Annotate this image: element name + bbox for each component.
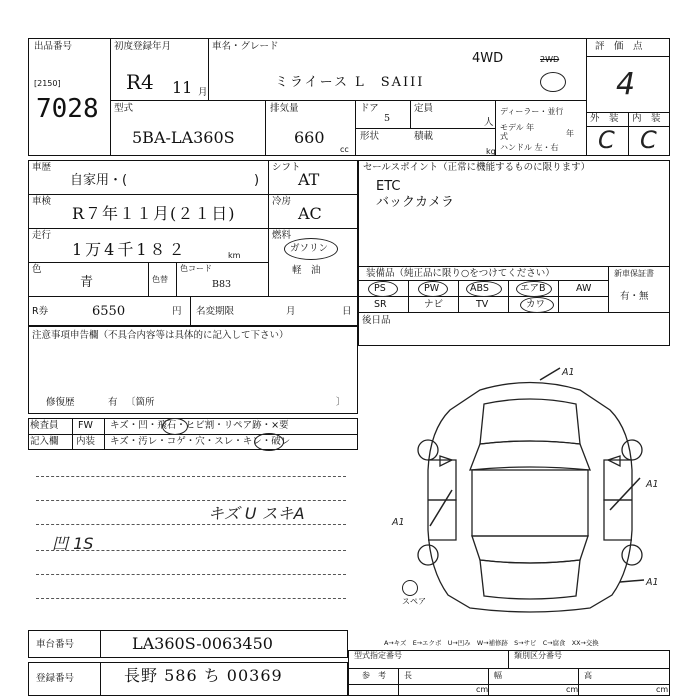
circle-pw bbox=[418, 281, 448, 297]
load-label: 積載 bbox=[414, 131, 434, 142]
warranty-value: 有・無 bbox=[620, 291, 649, 302]
lot-label: 出品番号 bbox=[34, 41, 73, 52]
interior-label: 内 装 bbox=[632, 113, 661, 124]
recycle-label: R券 bbox=[32, 306, 49, 317]
chassis-label: 車台番号 bbox=[36, 639, 75, 650]
capacity-unit: 人 bbox=[484, 117, 494, 128]
car-name-label: 車名・グレード bbox=[212, 41, 279, 52]
color-code-label: 色コード bbox=[180, 264, 212, 273]
first-reg-month: 11 bbox=[172, 78, 193, 97]
fw-items: キズ・凹・飛石・ヒビ割・リペア跡・×要 bbox=[110, 420, 289, 431]
exterior-value: C bbox=[598, 126, 615, 154]
circle-chip bbox=[162, 418, 188, 435]
inspector-label-1: 検査員 bbox=[30, 420, 59, 431]
height-label: 高 bbox=[584, 671, 592, 680]
first-reg-label: 初度登録年月 bbox=[114, 41, 172, 52]
damage-legend: A→キズ E→エクボ U→凹み W→補修跡 S→サビ C→腐食 XX→交換 bbox=[384, 639, 599, 647]
doors-value: 5 bbox=[384, 113, 391, 124]
mileage-value: 1万4千1８２ bbox=[72, 240, 188, 259]
inspection-label: 車検 bbox=[32, 196, 52, 207]
chassis-value: LA360S-0063450 bbox=[132, 634, 273, 653]
registration-value: 長野 586 ち 00369 bbox=[124, 666, 283, 685]
recycle-value: 6550 bbox=[92, 304, 126, 319]
spare-circle bbox=[402, 580, 418, 596]
circle-scuff bbox=[254, 433, 284, 451]
capacity-label: 定員 bbox=[414, 103, 434, 114]
shift-value: AT bbox=[298, 170, 320, 189]
doors-label: ドア bbox=[360, 103, 379, 114]
color-change-label: 色替 bbox=[152, 275, 168, 284]
car-name: ミライース L SAIII bbox=[275, 75, 425, 90]
equipment-label: 装備品（純正品に限り○をつけてください） bbox=[366, 268, 555, 279]
lot-number: 7028 bbox=[36, 94, 99, 124]
mileage-label: 走行 bbox=[32, 230, 52, 241]
color-label: 色 bbox=[32, 264, 42, 275]
equip-leather: カワ bbox=[526, 299, 546, 310]
mileage-unit: km bbox=[228, 251, 241, 260]
name-change-label: 名変期限 bbox=[196, 306, 235, 317]
name-change-day: 日 bbox=[342, 306, 352, 317]
equip-abs: ABS bbox=[470, 283, 489, 294]
registration-label: 登録番号 bbox=[36, 673, 75, 684]
drive-2wd: 2WD bbox=[540, 55, 560, 64]
fuel-gas-circle bbox=[284, 238, 338, 260]
interior-value: C bbox=[640, 126, 657, 154]
history-close: ) bbox=[254, 173, 260, 188]
circle-leather bbox=[520, 297, 554, 313]
top-frame bbox=[28, 38, 670, 156]
after-label: 後日品 bbox=[362, 315, 391, 326]
inspector-label-2: 記入欄 bbox=[30, 436, 59, 447]
history-value: 自家用・( bbox=[70, 173, 128, 188]
name-change-month: 月 bbox=[286, 306, 296, 317]
spare-label: スペア bbox=[402, 597, 426, 606]
fw-label: FW bbox=[78, 420, 93, 431]
grade-label: 評 価 点 bbox=[595, 41, 643, 52]
selling-item-1: バックカメラ bbox=[376, 195, 455, 210]
length-label: 長 bbox=[404, 671, 412, 680]
equip-tv: TV bbox=[476, 299, 489, 310]
grade-value: 4 bbox=[616, 67, 636, 102]
circle-abs bbox=[466, 281, 502, 297]
circle-airbag bbox=[516, 281, 552, 297]
equip-aw: AW bbox=[576, 283, 592, 294]
load-unit: kg bbox=[486, 147, 496, 156]
diagram-mark-0: A1 bbox=[562, 367, 575, 378]
lot-sub: [2150] bbox=[34, 79, 61, 88]
repair-value: 有 bbox=[108, 397, 118, 408]
displacement-label: 排気量 bbox=[270, 103, 299, 114]
warranty-label: 新車保証書 bbox=[614, 269, 654, 278]
handle-label: ハンドル 左・右 bbox=[500, 143, 559, 152]
selling-frame bbox=[358, 160, 670, 346]
handwritten-note-1: キズ U スキA bbox=[208, 504, 305, 523]
shape-label: 形状 bbox=[360, 131, 380, 142]
year-unit: 年 bbox=[566, 129, 574, 138]
class-label: 類別区分番号 bbox=[514, 651, 562, 660]
width-unit: cm bbox=[566, 685, 579, 694]
int-label: 内装 bbox=[76, 436, 96, 447]
displacement-unit: cc bbox=[340, 145, 349, 154]
type-cert-label: 型式指定番号 bbox=[354, 651, 402, 660]
first-reg-month-unit: 月 bbox=[198, 87, 208, 98]
model-label: 型式 bbox=[114, 103, 134, 114]
notes-label: 注意事項申告欄（不具合内容等は具体的に記入して下さい） bbox=[32, 330, 289, 341]
shift-label: シフト bbox=[272, 162, 301, 173]
diagram-mark-3: A1 bbox=[646, 577, 659, 588]
width-label: 幅 bbox=[494, 671, 502, 680]
circle-ps bbox=[368, 281, 398, 297]
drive-4wd-circle bbox=[540, 72, 566, 92]
inspection-value: R７年１１月(２１日) bbox=[72, 204, 236, 223]
equip-sr: SR bbox=[374, 299, 387, 310]
equip-navi: ナビ bbox=[424, 299, 444, 310]
first-reg-year: R4 bbox=[126, 70, 154, 94]
history-label: 車歴 bbox=[32, 162, 52, 173]
model-year-label: モデル 年式 bbox=[500, 123, 535, 141]
fuel-label: 燃料 bbox=[272, 230, 292, 241]
equip-ps: PS bbox=[374, 283, 386, 294]
fuel-gas: ガソリン bbox=[290, 243, 329, 254]
selling-item-0: ETC bbox=[376, 179, 401, 194]
dealer-label: ディーラー・並行 bbox=[500, 107, 564, 116]
height-unit: cm bbox=[656, 685, 669, 694]
model-value: 5BA-LA360S bbox=[132, 128, 235, 147]
exterior-label: 外 装 bbox=[590, 113, 619, 124]
int-items: キズ・汚レ・コゲ・穴・スレ・キレ・破レ bbox=[110, 436, 291, 447]
fuel-light: 軽 油 bbox=[292, 265, 321, 276]
selling-label: セールスポイント（正常に機能するものに限ります） bbox=[363, 162, 591, 173]
diagram-mark-2: A1 bbox=[646, 479, 659, 490]
aircon-label: 冷房 bbox=[272, 196, 292, 207]
repair-part: 〔箇所 bbox=[126, 397, 155, 408]
recycle-unit: 円 bbox=[172, 306, 182, 317]
equip-pw: PW bbox=[424, 283, 440, 294]
color-code-value: B83 bbox=[212, 279, 232, 290]
repair-close: 〕 bbox=[336, 397, 346, 408]
color-value: 青 bbox=[80, 275, 94, 290]
repair-label: 修復歴 bbox=[46, 397, 75, 408]
length-unit: cm bbox=[476, 685, 489, 694]
drive-4wd: 4WD bbox=[472, 51, 504, 66]
ref-label: 参 考 bbox=[362, 671, 386, 680]
equip-airbag: エアB bbox=[520, 283, 546, 294]
displacement-value: 660 bbox=[294, 128, 325, 147]
car-damage-diagram bbox=[380, 360, 680, 620]
diagram-mark-1: A1 bbox=[392, 517, 405, 528]
aircon-value: AC bbox=[298, 204, 322, 223]
handwritten-note-2: 凹 1S bbox=[52, 534, 94, 553]
